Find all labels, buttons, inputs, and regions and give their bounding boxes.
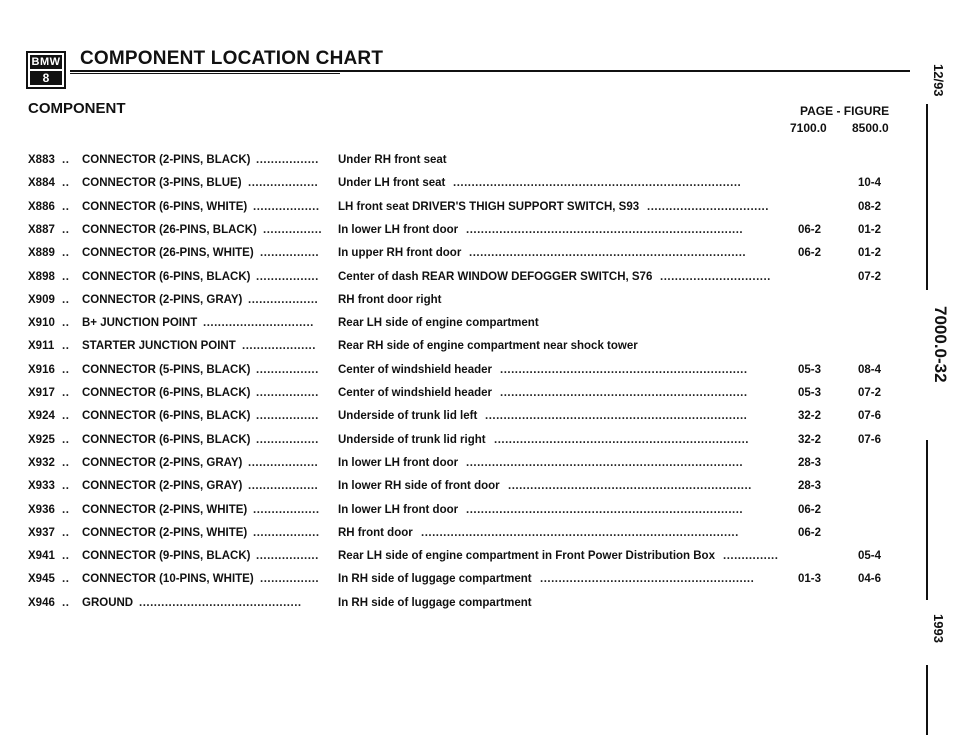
component-location: RH front door — [338, 526, 413, 539]
sidebar-page-number: 7000.0-32 — [931, 306, 950, 383]
table-row — [0, 247, 960, 267]
component-code: X937 — [28, 526, 55, 539]
name-leader: ................ — [263, 223, 323, 236]
title-underline — [70, 73, 340, 74]
component-name: CONNECTOR (6-PINS, BLACK) — [82, 410, 251, 423]
location-leader: ........................................................................... — [466, 456, 744, 469]
code-leader: .. — [62, 410, 70, 423]
page-8500: 04-6 — [858, 573, 882, 586]
table-row — [0, 597, 960, 617]
table-row — [0, 573, 960, 593]
component-location: In lower LH front door — [338, 456, 459, 469]
page-8500: 07-6 — [858, 433, 882, 446]
name-leader: .................. — [253, 526, 320, 539]
component-location: Center of dash REAR WINDOW DEFOGGER SWITCH, S76 — [338, 270, 653, 283]
location-leader: ................................................................... — [500, 363, 748, 376]
name-leader: ................ — [260, 247, 320, 260]
code-leader: .. — [62, 526, 70, 539]
table-row — [0, 527, 960, 547]
code-leader: .. — [62, 177, 70, 190]
page-7100: 32-2 — [798, 410, 822, 423]
name-leader: ................. — [256, 410, 319, 423]
logo-series: 8 — [30, 71, 62, 85]
code-leader: .. — [62, 293, 70, 306]
component-name: STARTER JUNCTION POINT — [82, 340, 236, 353]
component-code: X883 — [28, 154, 55, 166]
component-name: CONNECTOR (10-PINS, WHITE) — [82, 573, 254, 586]
sidebar-rule-middle — [926, 440, 928, 600]
name-leader: ................... — [248, 480, 319, 493]
page-8500: 05-4 — [858, 550, 882, 563]
page-7100: 06-2 — [798, 503, 822, 516]
table-row — [0, 364, 960, 384]
component-code: X887 — [28, 223, 55, 236]
bmw-8-logo — [26, 51, 66, 89]
component-name: CONNECTOR (2-PINS, WHITE) — [82, 503, 248, 516]
component-location: In lower LH front door — [338, 223, 459, 236]
sidebar-rule-top — [926, 104, 928, 290]
component-name: CONNECTOR (9-PINS, BLACK) — [82, 550, 251, 563]
component-name: CONNECTOR (6-PINS, BLACK) — [82, 270, 251, 283]
location-leader: .......................................................... — [540, 573, 755, 586]
component-code: X909 — [28, 293, 55, 306]
component-code: X936 — [28, 503, 55, 516]
table-row — [0, 480, 960, 500]
page-7100: 28-3 — [798, 480, 822, 493]
table-row — [0, 340, 960, 360]
name-leader: ................ — [260, 573, 320, 586]
component-name: CONNECTOR (2-PINS, GRAY) — [82, 480, 243, 493]
code-leader: .. — [62, 317, 70, 330]
col-8500-heading: 8500.0 — [852, 121, 889, 135]
component-location: Center of windshield header — [338, 363, 492, 376]
code-leader: .. — [62, 340, 70, 353]
page-8500: 08-2 — [858, 200, 882, 213]
component-location: Center of windshield header — [338, 387, 492, 399]
component-code: X911 — [28, 340, 55, 353]
component-code: X910 — [28, 317, 55, 330]
component-code: X933 — [28, 480, 55, 493]
table-row — [0, 504, 960, 524]
code-leader: .. — [62, 480, 70, 493]
page-8500: 08-4 — [858, 363, 882, 376]
code-leader: .. — [62, 433, 70, 446]
component-name: CONNECTOR (2-PINS, GRAY) — [82, 456, 243, 469]
page-title: COMPONENT LOCATION CHART — [80, 48, 384, 69]
component-location: Rear LH side of engine compartment in Front Power Distribution Box — [338, 550, 715, 563]
component-code: X925 — [28, 433, 55, 446]
page-7100: 05-3 — [798, 363, 822, 376]
component-location: Rear RH side of engine compartment near shock tower — [338, 340, 638, 353]
name-leader: ................. — [256, 154, 319, 166]
location-leader: ..................................................................... — [494, 433, 749, 446]
component-location: Under RH front seat — [338, 154, 447, 166]
name-leader: .................. — [253, 503, 320, 516]
page-8500: 01-2 — [858, 223, 882, 236]
name-leader: ................. — [256, 363, 319, 376]
component-name: CONNECTOR (26-PINS, WHITE) — [82, 247, 254, 260]
table-row — [0, 550, 960, 570]
sidebar-rule-bottom — [926, 665, 928, 735]
code-leader: .. — [62, 387, 70, 399]
table-row — [0, 224, 960, 244]
location-leader: ................................................................... — [500, 387, 748, 399]
table-row — [0, 410, 960, 430]
component-location: In RH side of luggage compartment — [338, 596, 532, 609]
location-leader: .............................. — [660, 270, 771, 283]
location-leader: .............................................................................. — [453, 177, 742, 190]
table-row — [0, 154, 960, 174]
component-code: X889 — [28, 247, 55, 260]
title-divider — [70, 70, 910, 72]
name-leader: ................. — [256, 387, 319, 399]
component-code: X941 — [28, 550, 55, 563]
name-leader: ................... — [248, 177, 319, 190]
table-row — [0, 294, 960, 314]
sidebar-date: 12/93 — [931, 64, 946, 97]
code-leader: .. — [62, 550, 70, 563]
location-leader: ...................................................................................... — [421, 526, 739, 539]
component-location: In lower LH front door — [338, 503, 459, 516]
component-location: RH front door right — [338, 293, 442, 306]
table-row — [0, 177, 960, 197]
table-row — [0, 457, 960, 477]
component-location: In RH side of luggage compartment — [338, 573, 532, 586]
component-code: X886 — [28, 200, 55, 213]
component-column-heading: COMPONENT — [28, 100, 126, 117]
name-leader: .............................. — [203, 317, 314, 330]
component-name: CONNECTOR (6-PINS, WHITE) — [82, 200, 248, 213]
page-7100: 05-3 — [798, 387, 822, 399]
location-leader: .................................................................. — [508, 480, 752, 493]
location-leader: ........................................................................... — [466, 503, 744, 516]
table-row — [0, 434, 960, 454]
component-location: Under LH front seat — [338, 177, 446, 190]
code-leader: .. — [62, 596, 70, 609]
component-name: GROUND — [82, 596, 134, 609]
component-name: CONNECTOR (2-PINS, WHITE) — [82, 526, 248, 539]
component-code: X916 — [28, 363, 55, 376]
page-7100: 06-2 — [798, 247, 822, 260]
page-figure-subheadings — [790, 121, 889, 135]
component-location: Rear LH side of engine compartment — [338, 317, 539, 330]
component-location: Underside of trunk lid left — [338, 410, 478, 423]
table-row — [0, 387, 960, 407]
code-leader: .. — [62, 363, 70, 376]
component-location: LH front seat DRIVER'S THIGH SUPPORT SWITCH, S93 — [338, 200, 640, 213]
component-code: X932 — [28, 456, 55, 469]
code-leader: .. — [62, 503, 70, 516]
code-leader: .. — [62, 573, 70, 586]
component-code: X946 — [28, 596, 55, 609]
code-leader: .. — [62, 247, 70, 260]
component-location: In lower RH side of front door — [338, 480, 500, 493]
page-8500: 07-2 — [858, 270, 882, 283]
component-name: CONNECTOR (6-PINS, BLACK) — [82, 387, 251, 399]
page-8500: 07-6 — [858, 410, 882, 423]
name-leader: .................... — [242, 340, 316, 353]
component-name: CONNECTOR (6-PINS, BLACK) — [82, 433, 251, 446]
component-code: X884 — [28, 177, 55, 190]
page-8500: 07-2 — [858, 387, 882, 399]
page-7100: 06-2 — [798, 223, 822, 236]
table-row — [0, 317, 960, 337]
component-name: B+ JUNCTION POINT — [82, 317, 198, 330]
table-row — [0, 201, 960, 221]
name-leader: ................. — [256, 550, 319, 563]
component-code: X924 — [28, 410, 55, 423]
name-leader: ................... — [248, 293, 319, 306]
page-8500: 01-2 — [858, 247, 882, 260]
name-leader: ................. — [256, 270, 319, 283]
page-7100: 28-3 — [798, 456, 822, 469]
component-code: X945 — [28, 573, 55, 586]
table-row — [0, 271, 960, 291]
name-leader: ............................................ — [139, 596, 302, 609]
sidebar-year: 1993 — [931, 614, 946, 643]
col-7100-heading: 7100.0 — [790, 121, 827, 135]
location-leader: ....................................................................... — [485, 410, 748, 423]
component-location: Underside of trunk lid right — [338, 433, 486, 446]
component-name: CONNECTOR (26-PINS, BLACK) — [82, 223, 257, 236]
name-leader: ................. — [256, 433, 319, 446]
page-7100: 01-3 — [798, 573, 822, 586]
component-name: CONNECTOR (2-PINS, BLACK) — [82, 154, 251, 166]
name-leader: ................... — [248, 456, 319, 469]
page-7100: 06-2 — [798, 526, 822, 539]
code-leader: .. — [62, 223, 70, 236]
code-leader: .. — [62, 270, 70, 283]
location-leader: ............... — [723, 550, 779, 563]
page-7100: 32-2 — [798, 433, 822, 446]
component-name: CONNECTOR (2-PINS, GRAY) — [82, 293, 243, 306]
component-location: In upper RH front door — [338, 247, 462, 260]
component-name: CONNECTOR (3-PINS, BLUE) — [82, 177, 242, 190]
component-name: CONNECTOR (5-PINS, BLACK) — [82, 363, 251, 376]
location-leader: ........................................................................... — [469, 247, 747, 260]
code-leader: .. — [62, 154, 70, 166]
code-leader: .. — [62, 200, 70, 213]
name-leader: .................. — [253, 200, 320, 213]
component-code: X898 — [28, 270, 55, 283]
component-code: X917 — [28, 387, 55, 399]
page-8500: 10-4 — [858, 177, 882, 190]
location-leader: ................................. — [647, 200, 769, 213]
code-leader: .. — [62, 456, 70, 469]
page-figure-heading: PAGE - FIGURE — [800, 104, 890, 118]
logo-brand: BMW — [31, 56, 61, 68]
location-leader: ........................................................................... — [466, 223, 744, 236]
